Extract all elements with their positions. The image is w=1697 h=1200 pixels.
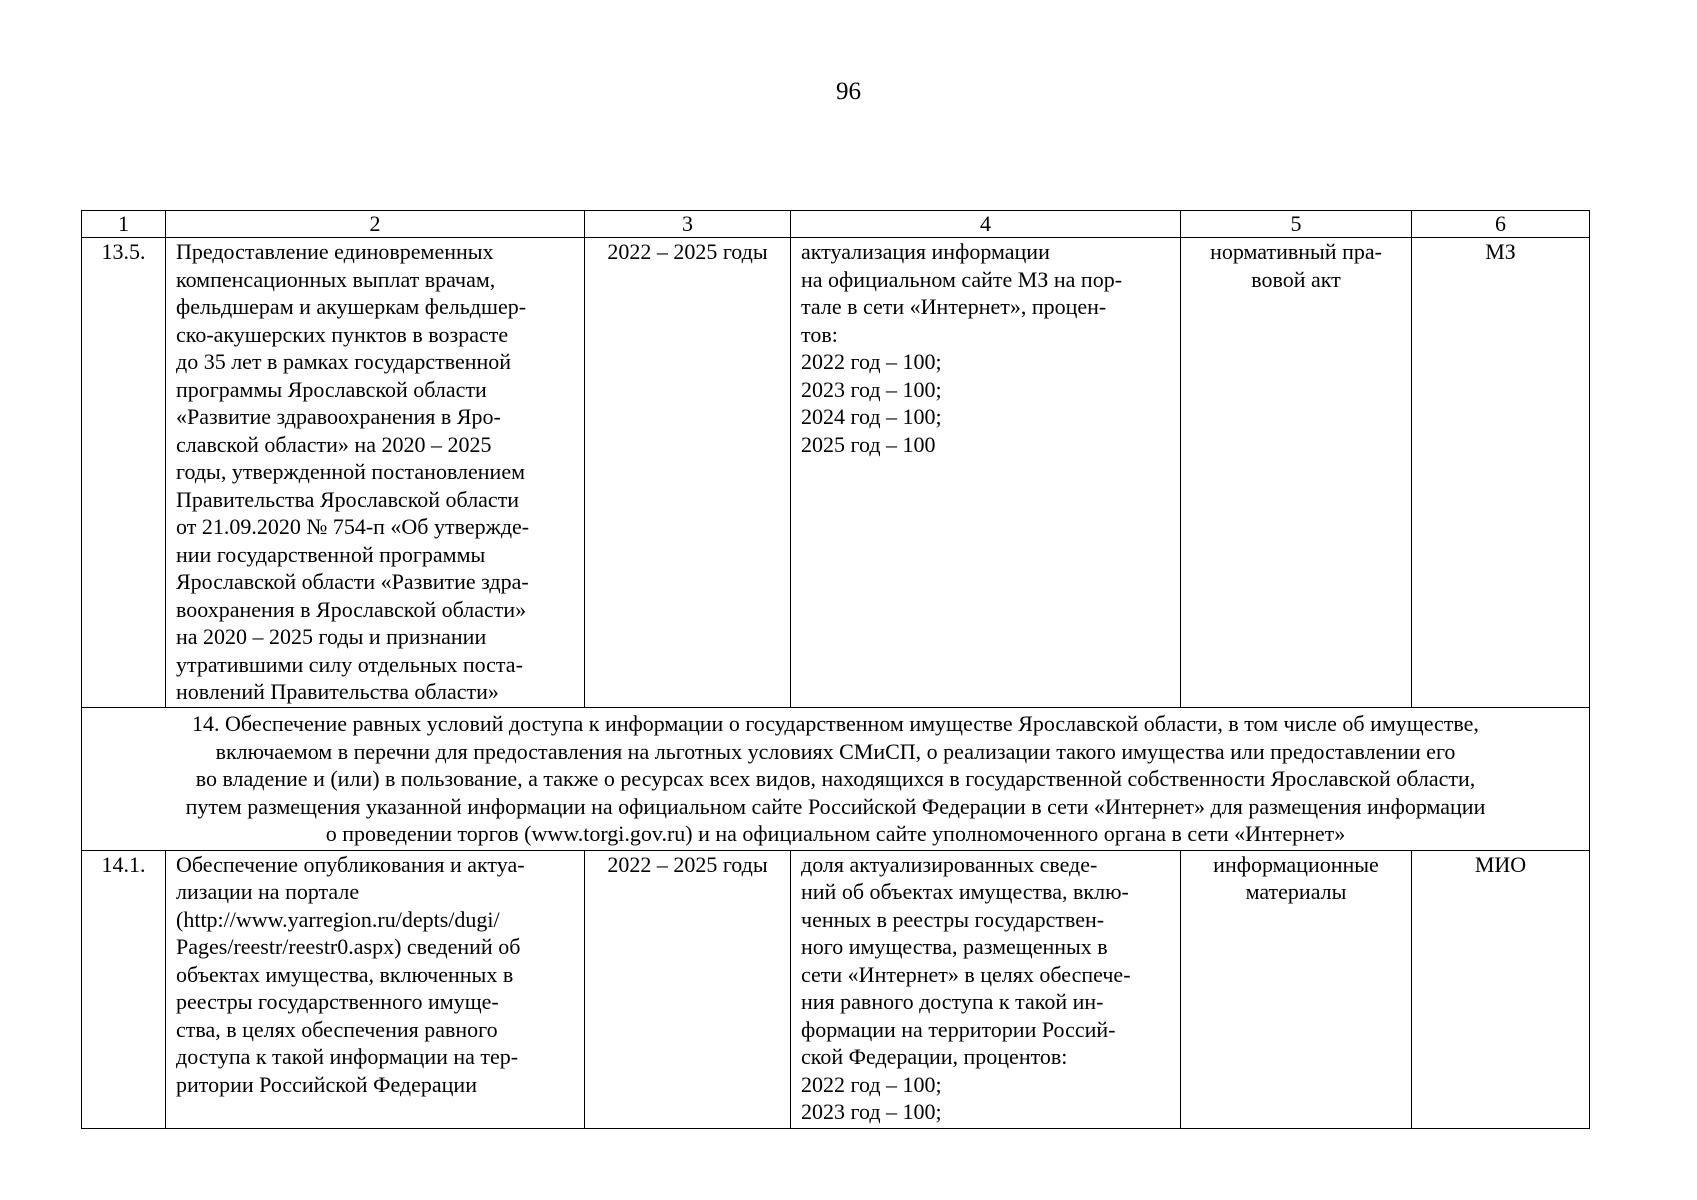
text-line: во владение и (или) в пользование, а также о ресурсах всех видов, находящихся в государственной собственности Ярославской области, (195, 766, 1476, 791)
text-line: сети «Интернет» в целях обеспече- (801, 961, 1131, 987)
text-line: ний об объектах имущества, вклю- (801, 879, 1129, 904)
item-number: 14.1. (82, 850, 166, 1128)
indicator (791, 238, 1181, 708)
text-line: доля актуализированных сведе- (801, 851, 1098, 877)
period: 2022 – 2025 годы (585, 238, 791, 708)
text-line: ско-акушерских пунктов в возрасте (176, 321, 509, 347)
text-line: фельдшерам и акушеркам фельдшер- (176, 294, 527, 319)
text-line: компенсационных выплат врачам, (176, 266, 496, 292)
text-line: ства, в целях обеспечения равного (176, 1016, 498, 1042)
column-number-3: 3 (585, 211, 791, 238)
column-number-2: 2 (166, 211, 585, 238)
text-line: на 2020 – 2025 годы и признании (176, 624, 487, 649)
text-line: нормативный пра- (1210, 239, 1382, 264)
text-line: воохранения в Ярославской области» (176, 596, 527, 622)
text-line: о проведении торгов (www.torgi.gov.ru) и на официальном сайте уполномоченного органа в сети «Интернет» (325, 821, 1346, 846)
text-line: доступа к такой информации на тер- (176, 1044, 519, 1069)
text-line: (http://www.yarregion.ru/depts/dugi/ (176, 906, 500, 932)
text-line: 2024 год – 100; (801, 404, 942, 429)
text-line: годы, утвержденной постановлением (176, 459, 526, 484)
text-line: Ярославской области «Развитие здра- (176, 569, 529, 594)
text-line: информационные (1213, 851, 1379, 877)
column-number-6: 6 (1412, 211, 1590, 238)
executor: МИО (1412, 850, 1590, 1128)
text-line: новлений Правительства области» (176, 679, 499, 704)
page-number: 96 (836, 78, 861, 105)
period: 2022 – 2025 годы (585, 850, 791, 1128)
text-line: объектах имущества, включенных в (176, 961, 514, 987)
text-line: от 21.09.2020 № 754-п «Об утвержде- (176, 514, 530, 539)
text-line: материалы (1245, 879, 1347, 904)
column-number-5: 5 (1181, 211, 1412, 238)
table-row-13-5 (82, 238, 1590, 708)
text-line: 2025 год – 100 (801, 431, 936, 457)
text-line: на официальном сайте МЗ на пор- (801, 266, 1123, 292)
text-line: актуализация информации (801, 239, 1050, 264)
text-line: включаемом в перечни для предоставления на льготных условиях СМиСП, о реализации такого имущества или предоставлении его (215, 738, 1456, 764)
text-line: 2023 год – 100; (801, 1099, 942, 1124)
text-line: путем размещения указанной информации на официальном сайте Российской Федерации в сети «Интернет» для размещения информации (185, 793, 1486, 819)
text-line: славской области» на 2020 – 2025 (176, 431, 492, 457)
text-line: ритории Российской Федерации (176, 1071, 477, 1097)
text-line: ченных в реестры государствен- (801, 906, 1105, 932)
text-line: лизации на портале (176, 879, 360, 904)
text-line: «Развитие здравоохранения в Яро- (176, 404, 501, 429)
text-line: 2023 год – 100; (801, 376, 942, 402)
table-header-row (82, 211, 1590, 238)
text-line: ного имущества, размещенных в (801, 934, 1108, 959)
text-line: формации на территории Россий- (801, 1016, 1116, 1042)
text-line: ния равного доступа к такой ин- (801, 989, 1104, 1014)
text-line: вовой акт (1251, 266, 1341, 292)
text-line: 14. Обеспечение равных условий доступа к информации о государственном имуществе Ярославской области, в том числе об имуществе, (192, 711, 1479, 736)
text-line: ской Федерации, процентов: (801, 1044, 1068, 1069)
table-row-14-1 (82, 850, 1590, 1128)
text-line: программы Ярославской области (176, 376, 487, 402)
column-number-1: 1 (82, 211, 166, 238)
result (1181, 238, 1412, 708)
text-line: 2022 год – 100; (801, 1071, 942, 1097)
section-row-14 (82, 708, 1590, 851)
item-number: 13.5. (82, 238, 166, 708)
text-line: нии государственной программы (176, 541, 486, 567)
result (1181, 850, 1412, 1128)
measure-description (166, 850, 585, 1128)
section-title (82, 708, 1590, 851)
indicator (791, 850, 1181, 1128)
measure-description (166, 238, 585, 708)
text-line: Правительства Ярославской области (176, 486, 520, 512)
text-line: 2022 год – 100; (801, 349, 942, 374)
text-line: до 35 лет в рамках государственной (176, 349, 512, 374)
text-line: Предоставление единовременных (176, 239, 494, 264)
text-line: тале в сети «Интернет», процен- (801, 294, 1107, 319)
text-line: утратившими силу отдельных поста- (176, 651, 523, 677)
text-line: тов: (801, 321, 838, 347)
text-line: Обеспечение опубликования и актуа- (176, 851, 525, 877)
executor: МЗ (1412, 238, 1590, 708)
plan-table (81, 210, 1590, 1129)
column-number-4: 4 (791, 211, 1181, 238)
text-line: реестры государственного имуще- (176, 989, 499, 1014)
text-line: Pages/reestr/reestr0.aspx) сведений об (176, 934, 521, 959)
